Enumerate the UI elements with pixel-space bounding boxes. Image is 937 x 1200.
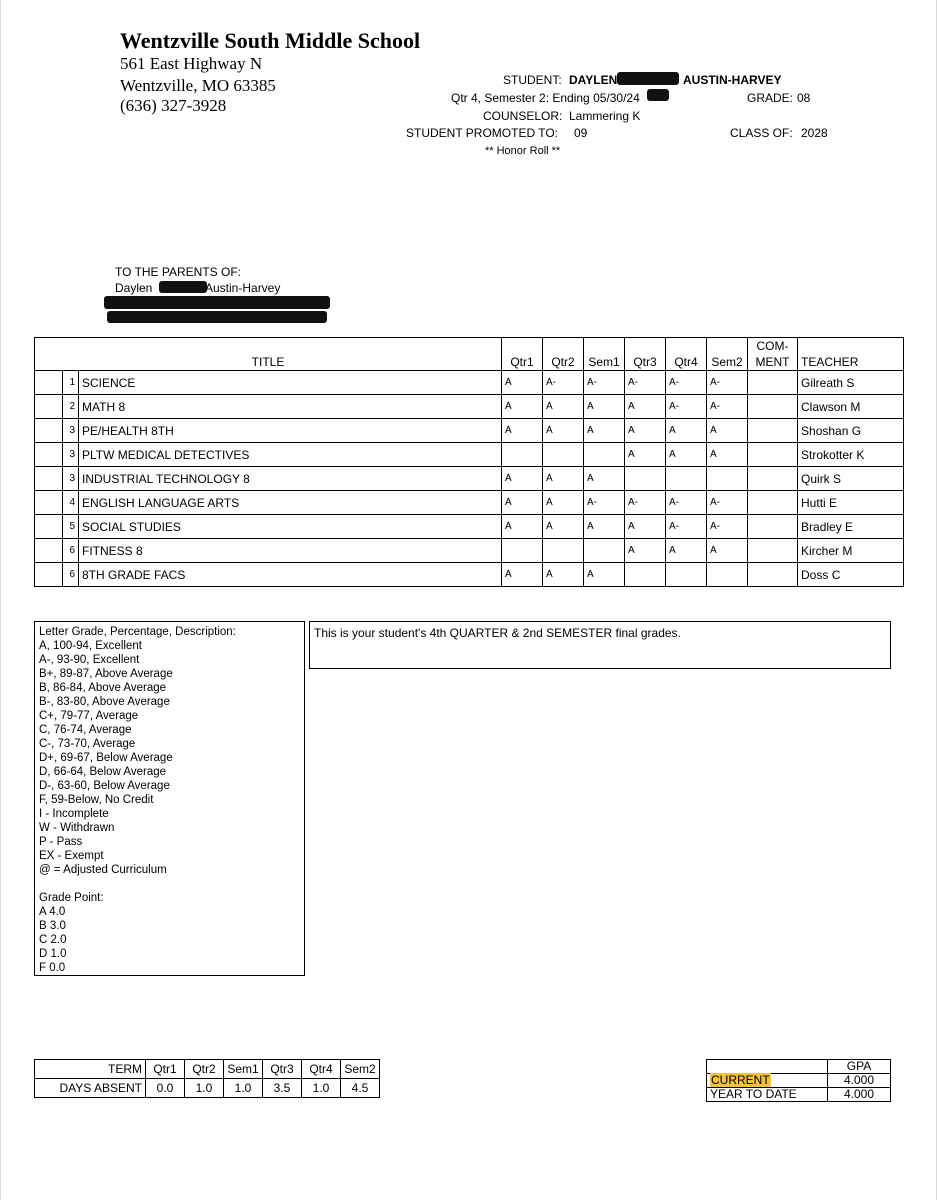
grade-sem2 [707, 563, 748, 587]
grade-q2 [543, 539, 584, 563]
period-cell: 3 [63, 443, 79, 467]
grade-sem1 [584, 539, 625, 563]
gpa-header: GPA [828, 1060, 891, 1074]
grade-q4: A [666, 419, 707, 443]
current-gpa: 4.000 [828, 1074, 891, 1088]
legend-line: W - Withdrawn [39, 822, 115, 834]
grade-sem1: A [584, 515, 625, 539]
comment-cell [748, 515, 798, 539]
grade-q3: A [625, 443, 666, 467]
grade-q4: A [666, 443, 707, 467]
legend-line: A-, 93-90, Excellent [39, 654, 140, 666]
row-spacer [35, 467, 63, 491]
grade-sem2: A- [707, 515, 748, 539]
attendance-table [34, 1059, 380, 1098]
grade-q2 [543, 443, 584, 467]
table-row [35, 515, 904, 539]
legend-line: C+, 79-77, Average [39, 710, 139, 722]
grade-q4: A- [666, 491, 707, 515]
counselor-value: Lammering K [569, 109, 641, 123]
teacher-cell: Shoshan G [798, 419, 904, 443]
period-cell: 5 [63, 515, 79, 539]
school-phone: (636) 327-3928 [120, 96, 227, 115]
attendance-value: 1.0 [185, 1079, 224, 1098]
teacher-cell: Bradley E [798, 515, 904, 539]
period-cell: 2 [63, 395, 79, 419]
comment-header-bottom: MENT [748, 354, 798, 371]
teacher-cell: Strokotter K [798, 443, 904, 467]
redaction-mark [647, 89, 669, 101]
legend-line: P - Pass [39, 836, 83, 848]
row-spacer [35, 443, 63, 467]
attendance-value: 0.0 [146, 1079, 185, 1098]
grades-table [34, 337, 904, 587]
sem1-header: Sem1 [584, 354, 625, 371]
grade-q1: A [502, 563, 543, 587]
row-spacer [35, 419, 63, 443]
period-cell: 1 [63, 371, 79, 395]
grade-q1: A [502, 395, 543, 419]
grade-q1: A [502, 419, 543, 443]
attendance-term: Qtr1 [146, 1060, 185, 1079]
grade-q1 [502, 443, 543, 467]
redaction-mark [104, 296, 330, 309]
table-row [35, 371, 904, 395]
grade-point-line: D 1.0 [39, 948, 67, 960]
course-title: PLTW MEDICAL DETECTIVES [79, 443, 502, 467]
grade-sem1: A [584, 395, 625, 419]
grade-q4: A [666, 539, 707, 563]
grade-sem1: A [584, 467, 625, 491]
teacher-cell: Clawson M [798, 395, 904, 419]
grade-sem2: A- [707, 395, 748, 419]
attendance-value: 4.5 [341, 1079, 380, 1098]
teacher-cell: Hutti E [798, 491, 904, 515]
grade-sem1 [584, 443, 625, 467]
teacher-cell: Quirk S [798, 467, 904, 491]
student-label: STUDENT: [503, 73, 562, 87]
class-of-value: 2028 [801, 126, 828, 140]
student-last-name: AUSTIN-HARVEY [683, 73, 782, 87]
parents-first-name: Daylen [115, 281, 153, 295]
term-label: TERM [35, 1060, 146, 1079]
period-cell: 4 [63, 491, 79, 515]
legend-line: D-, 63-60, Below Average [39, 780, 170, 792]
legend-line: A, 100-94, Excellent [39, 640, 142, 652]
grade-q4 [666, 563, 707, 587]
teacher-cell: Kircher M [798, 539, 904, 563]
grade-q3: A- [625, 491, 666, 515]
grade-q2: A [543, 467, 584, 491]
redaction-mark [617, 72, 679, 85]
attendance-value: 1.0 [302, 1079, 341, 1098]
comment-cell [748, 419, 798, 443]
grade-sem1: A- [584, 491, 625, 515]
comment-cell [748, 371, 798, 395]
sem2-header: Sem2 [707, 354, 748, 371]
title-header: TITLE [35, 354, 502, 371]
grade-sem2: A [707, 443, 748, 467]
comment-text: This is your student's 4th QUARTER & 2nd SEMESTER final grades. [314, 626, 681, 640]
parents-label: TO THE PARENTS OF: [115, 265, 242, 279]
row-spacer [35, 563, 63, 587]
current-label: CURRENT [711, 1073, 770, 1087]
legend-line: I - Incomplete [39, 808, 109, 820]
redaction-mark [107, 311, 327, 323]
grade-q2: A [543, 395, 584, 419]
grade-q4 [666, 467, 707, 491]
grade-sem2: A- [707, 371, 748, 395]
grade-q1: A [502, 515, 543, 539]
comment-cell [748, 491, 798, 515]
row-spacer [35, 395, 63, 419]
q1-header: Qtr1 [502, 354, 543, 371]
course-title: FITNESS 8 [79, 539, 502, 563]
course-title: 8TH GRADE FACS [79, 563, 502, 587]
row-spacer [35, 371, 63, 395]
table-row [35, 491, 904, 515]
honor-roll: ** Honor Roll ** [485, 145, 561, 157]
grade-q1: A [502, 491, 543, 515]
days-absent-label: DAYS ABSENT [35, 1079, 146, 1098]
grade-q2: A- [543, 371, 584, 395]
period-cell: 6 [63, 563, 79, 587]
grade-point-line: A 4.0 [39, 906, 66, 918]
grade-sem2: A [707, 539, 748, 563]
grade-q1 [502, 539, 543, 563]
grade-legend [34, 621, 305, 976]
legend-line: B-, 83-80, Above Average [39, 696, 170, 708]
table-row [35, 539, 904, 563]
comment-cell [748, 395, 798, 419]
attendance-term: Sem1 [224, 1060, 263, 1079]
grade-point-line: F 0.0 [39, 962, 66, 974]
attendance-term: Qtr2 [185, 1060, 224, 1079]
course-title: MATH 8 [79, 395, 502, 419]
table-row [35, 419, 904, 443]
course-title: SOCIAL STUDIES [79, 515, 502, 539]
promoted-value: 09 [574, 126, 588, 140]
grade-sem2: A [707, 419, 748, 443]
ytd-gpa: 4.000 [828, 1088, 891, 1102]
grade-point-line: Grade Point: [39, 892, 104, 904]
school-address-line2: Wentzville, MO 63385 [120, 76, 276, 95]
grade-sem2 [707, 467, 748, 491]
attendance-value: 1.0 [224, 1079, 263, 1098]
grade-q4: A- [666, 395, 707, 419]
grade-sem1: A- [584, 371, 625, 395]
legend-line: @ = Adjusted Curriculum [39, 864, 167, 876]
grade-q3: A [625, 539, 666, 563]
row-spacer [35, 491, 63, 515]
grade-sem1: A [584, 419, 625, 443]
header-blank [35, 338, 502, 355]
grade-q2: A [543, 419, 584, 443]
grade-sem2: A- [707, 491, 748, 515]
ytd-label: YEAR TO DATE [707, 1088, 828, 1102]
q4-header: Qtr4 [666, 354, 707, 371]
grade-q1: A [502, 371, 543, 395]
grade-q4: A- [666, 371, 707, 395]
legend-line: B+, 89-87, Above Average [39, 668, 173, 680]
legend-line: EX - Exempt [39, 850, 104, 862]
table-row [35, 467, 904, 491]
grade-q2: A [543, 515, 584, 539]
row-spacer [35, 539, 63, 563]
teacher-cell: Doss C [798, 563, 904, 587]
comment-cell [748, 563, 798, 587]
q3-header: Qtr3 [625, 354, 666, 371]
legend-line: C-, 73-70, Average [39, 738, 136, 750]
grade-point-line: C 2.0 [39, 934, 67, 946]
grade-label: GRADE: [747, 91, 794, 105]
comment-box [309, 621, 891, 669]
counselor-label: COUNSELOR: [483, 109, 563, 123]
table-row [35, 563, 904, 587]
course-title: ENGLISH LANGUAGE ARTS [79, 491, 502, 515]
table-row [35, 395, 904, 419]
attendance-term: Sem2 [341, 1060, 380, 1079]
period-cell: 3 [63, 419, 79, 443]
grade-q2: A [543, 563, 584, 587]
class-of-label: CLASS OF: [730, 126, 793, 140]
course-title: INDUSTRIAL TECHNOLOGY 8 [79, 467, 502, 491]
grade-q4: A- [666, 515, 707, 539]
grade-q3: A- [625, 371, 666, 395]
course-title: SCIENCE [79, 371, 502, 395]
school-name: Wentzville South Middle School [120, 28, 421, 53]
grade-q3: A [625, 395, 666, 419]
grade-point-line: B 3.0 [39, 920, 66, 932]
row-spacer [35, 515, 63, 539]
legend-line: F, 59-Below, No Credit [39, 794, 154, 806]
comment-cell [748, 539, 798, 563]
course-title: PE/HEALTH 8TH [79, 419, 502, 443]
comment-cell [748, 443, 798, 467]
legend-line: B, 86-84, Above Average [39, 682, 167, 694]
parents-last-name: Austin-Harvey [205, 281, 281, 295]
period-cell: 3 [63, 467, 79, 491]
grade-sem1: A [584, 563, 625, 587]
legend-line: C, 76-74, Average [39, 724, 132, 736]
attendance-value: 3.5 [263, 1079, 302, 1098]
period-cell: 6 [63, 539, 79, 563]
student-first-name: DAYLEN [569, 73, 618, 87]
promoted-label: STUDENT PROMOTED TO: [406, 126, 559, 140]
grade-q2: A [543, 491, 584, 515]
grade-q3 [625, 563, 666, 587]
term-line: Qtr 4, Semester 2: Ending 05/30/24 [451, 91, 640, 105]
grade-q3 [625, 467, 666, 491]
comment-cell [748, 467, 798, 491]
legend-line: D+, 69-67, Below Average [39, 752, 173, 764]
grade-value: 08 [797, 91, 811, 105]
teacher-header: TEACHER [798, 354, 904, 371]
table-row [35, 443, 904, 467]
attendance-term: Qtr4 [302, 1060, 341, 1079]
attendance-term: Qtr3 [263, 1060, 302, 1079]
redaction-mark [159, 281, 207, 293]
grade-q1: A [502, 467, 543, 491]
teacher-cell: Gilreath S [798, 371, 904, 395]
legend-line: Letter Grade, Percentage, Description: [39, 626, 236, 638]
grade-q3: A [625, 515, 666, 539]
comment-header-top: COM- [748, 338, 798, 355]
q2-header: Qtr2 [543, 354, 584, 371]
gpa-table [706, 1059, 891, 1102]
school-address-line1: 561 East Highway N [120, 54, 263, 73]
grade-q3: A [625, 419, 666, 443]
legend-line: D, 66-64, Below Average [39, 766, 167, 778]
